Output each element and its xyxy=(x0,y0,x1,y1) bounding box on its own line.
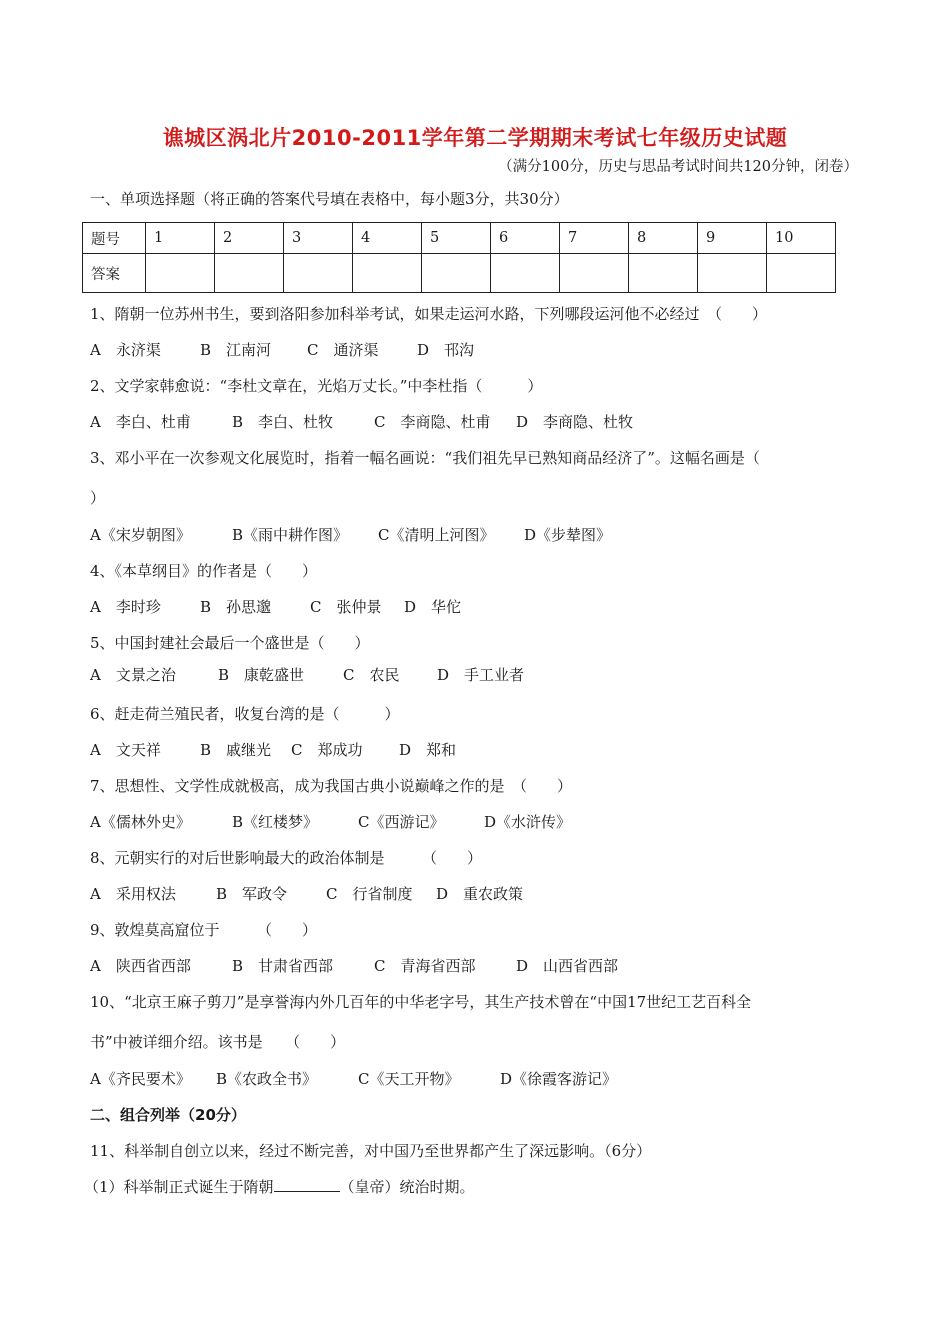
option-a: A 文天祥 xyxy=(90,741,161,759)
table-cell-number: 10 xyxy=(767,223,836,254)
option-a: A 文景之治 xyxy=(90,666,176,684)
exam-title: 谯城区涡北片2010-2011学年第二学期期末考试七年级历史试题 xyxy=(162,126,788,150)
option-a: A 采用权法 xyxy=(90,885,176,903)
option-d: D 华佗 xyxy=(404,598,462,616)
question-8-options xyxy=(90,883,523,904)
section-2-heading: 二、组合列举（20分） xyxy=(90,1106,246,1124)
option-c: C《清明上河图》 xyxy=(378,526,495,544)
option-b: B《雨中耕作图》 xyxy=(232,526,349,544)
option-c: C 行省制度 xyxy=(326,885,413,903)
answer-cell[interactable] xyxy=(146,254,215,293)
option-a: A 永济渠 xyxy=(90,341,161,359)
row-label-answer: 答案 xyxy=(83,254,146,293)
question-10-options xyxy=(90,1068,617,1089)
table-cell-number: 3 xyxy=(284,223,353,254)
option-a: A《儒林外史》 xyxy=(90,813,191,831)
option-c: C 青海省西部 xyxy=(374,957,476,975)
option-a: A 陕西省西部 xyxy=(90,957,191,975)
option-b: B《农政全书》 xyxy=(216,1070,318,1088)
section-1-heading: 一、单项选择题（将正确的答案代号填在表格中，每小题3分，共30分） xyxy=(90,190,569,208)
answer-cell[interactable] xyxy=(698,254,767,293)
question-10-line-1: 10、“北京王麻子剪刀”是享誉海内外几百年的中华老字号，其生产技术曾在“中国17世纪工艺百科全 xyxy=(90,993,752,1011)
question-3-line-2: ） xyxy=(90,489,106,507)
answer-cell[interactable] xyxy=(629,254,698,293)
table-cell-number: 5 xyxy=(422,223,491,254)
option-a: A 李白、杜甫 xyxy=(90,413,191,431)
answer-cell[interactable] xyxy=(767,254,836,293)
question-4-options xyxy=(90,596,461,617)
option-d: D 重农政策 xyxy=(436,885,524,903)
option-c: C 郑成功 xyxy=(291,741,363,759)
option-b: B《红楼梦》 xyxy=(232,813,319,831)
table-cell-number: 6 xyxy=(491,223,560,254)
option-d: D 李商隐、杜牧 xyxy=(516,413,634,431)
option-d: D《徐霞客游记》 xyxy=(500,1070,618,1088)
question-2-options xyxy=(90,411,633,432)
answer-cell[interactable] xyxy=(491,254,560,293)
question-6-options xyxy=(90,739,456,760)
question-6: 6、赶走荷兰殖民者，收复台湾的是（ ） xyxy=(90,705,400,723)
option-d: D 山西省西部 xyxy=(516,957,619,975)
question-7-options xyxy=(90,811,571,832)
question-5-options xyxy=(90,664,524,685)
question-2: 2、文学家韩愈说：“李杜文章在，光焰万丈长。”中李杜指（ ） xyxy=(90,377,543,395)
option-b: B 军政令 xyxy=(216,885,288,903)
option-d: D 邗沟 xyxy=(417,341,475,359)
table-cell-number: 9 xyxy=(698,223,767,254)
option-b: B 甘肃省西部 xyxy=(232,957,334,975)
option-b: B 戚继光 xyxy=(200,741,272,759)
option-b: B 江南河 xyxy=(200,341,272,359)
table-cell-number: 8 xyxy=(629,223,698,254)
option-a: A《齐民要术》 xyxy=(90,1070,191,1088)
question-10-line-2: 书”中被详细介绍。该书是 （ ） xyxy=(90,1033,346,1051)
option-c: C 通济渠 xyxy=(307,341,379,359)
table-cell-number: 2 xyxy=(215,223,284,254)
question-11-part-1 xyxy=(84,1176,475,1197)
table-cell-number: 4 xyxy=(353,223,422,254)
question-3-line-1: 3、邓小平在一次参观文化展览时，指着一幅名画说：“我们祖先早已熟知商品经济了”。这幅名画是（ xyxy=(90,449,760,467)
option-a: A《宋岁朝图》 xyxy=(90,526,191,544)
answer-cell[interactable] xyxy=(215,254,284,293)
question-7: 7、思想性、文学性成就极高，成为我国古典小说巅峰之作的是 （ ） xyxy=(90,777,573,795)
question-3-options xyxy=(90,524,611,545)
option-c: C 农民 xyxy=(343,666,400,684)
answer-cell[interactable] xyxy=(422,254,491,293)
table-row-answers xyxy=(83,254,836,293)
question-9-options xyxy=(90,955,618,976)
option-c: C《西游记》 xyxy=(358,813,445,831)
option-b: B 李白、杜牧 xyxy=(232,413,334,431)
option-d: D《步辇图》 xyxy=(524,526,612,544)
question-11: 11、科举制自创立以来，经过不断完善，对中国乃至世界都产生了深远影响。（6分） xyxy=(90,1142,652,1160)
option-c: C 张仲景 xyxy=(310,598,382,616)
table-cell-number: 7 xyxy=(560,223,629,254)
option-b: B 康乾盛世 xyxy=(218,666,305,684)
table-cell-number: 1 xyxy=(146,223,215,254)
answer-cell[interactable] xyxy=(560,254,629,293)
table-row-numbers xyxy=(83,223,836,254)
question-11-part-1-suffix: （皇帝）统治时期。 xyxy=(339,1178,475,1196)
option-d: D《水浒传》 xyxy=(484,813,572,831)
question-1: 1、隋朝一位苏州书生，要到洛阳参加科举考试，如果走运河水路，下列哪段运河他不必经过 （ ） xyxy=(90,305,768,323)
question-1-options xyxy=(90,339,474,360)
answer-cell[interactable] xyxy=(353,254,422,293)
question-11-part-1-prefix: （1）科举制正式诞生于隋朝 xyxy=(84,1178,274,1196)
question-4: 4、《本草纲目》的作者是（ ） xyxy=(90,562,318,580)
answer-blank[interactable] xyxy=(274,1177,340,1192)
answer-table xyxy=(82,222,836,293)
question-9: 9、敦煌莫高窟位于 （ ） xyxy=(90,921,318,939)
question-5: 5、中国封建社会最后一个盛世是（ ） xyxy=(90,634,370,652)
exam-subtitle: （满分100分，历史与思品考试时间共120分钟，闭卷） xyxy=(498,159,858,175)
option-a: A 李时珍 xyxy=(90,598,161,616)
option-d: D 郑和 xyxy=(399,741,457,759)
option-c: C《天工开物》 xyxy=(358,1070,460,1088)
question-8: 8、元朝实行的对后世影响最大的政治体制是 （ ） xyxy=(90,849,483,867)
option-b: B 孙思邈 xyxy=(200,598,272,616)
option-d: D 手工业者 xyxy=(437,666,525,684)
answer-cell[interactable] xyxy=(284,254,353,293)
row-label-number: 题号 xyxy=(83,223,146,254)
option-c: C 李商隐、杜甫 xyxy=(374,413,491,431)
